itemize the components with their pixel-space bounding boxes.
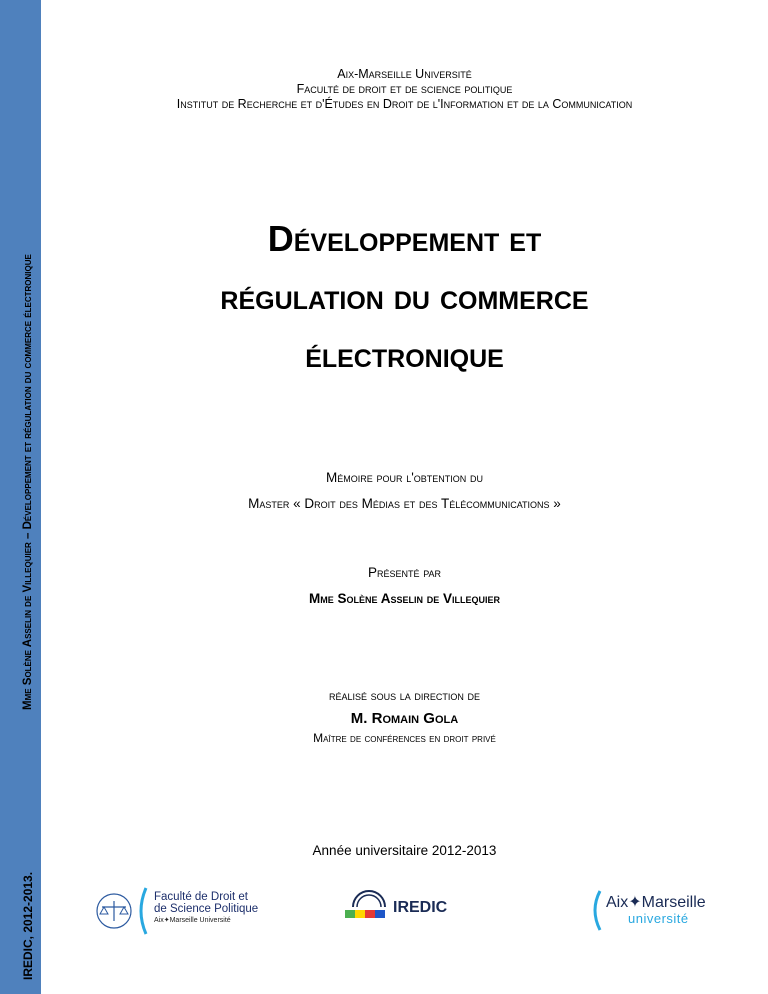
side-spine: [0, 0, 41, 994]
title-line-2: régulation du commerce: [220, 276, 589, 317]
faculty-logo-text: [154, 891, 258, 915]
supervisor-rank: Maître de conférences en droit privé: [313, 731, 496, 745]
faculty-logo-line-3: Aix✦Marseille Université: [154, 917, 231, 924]
amu-logo: [588, 888, 708, 933]
title-line-1: Développement et: [267, 218, 542, 259]
presented-by-label: Présenté par: [367, 565, 442, 580]
supervision-label: réalisé sous la direction de: [329, 688, 480, 703]
faculty-logo-line-2: de Science Politique: [154, 903, 259, 915]
university-name: Aix-Marseille Université: [337, 67, 472, 81]
title-line-3: électronique: [305, 334, 504, 375]
purpose-line: Mémoire pour l'obtention du: [325, 470, 484, 485]
iredic-emblem-icon: [343, 885, 393, 935]
institute-name: Institut de Recherche et d'Études en Droit de l'Information et de la Communication: [176, 97, 633, 111]
thesis-title: [41, 210, 768, 384]
spine-author-title: Mme Solène Asselin de Villequier – Développement et régulation du commerce électronique: [22, 254, 34, 710]
iredic-logo-text: IREDIC: [393, 899, 448, 916]
academic-year: Année universitaire 2012-2013: [312, 843, 497, 858]
thesis-purpose: [41, 465, 768, 517]
amu-logo-line-1: Aix✦Marseille: [606, 894, 706, 911]
spine-institute-year: IREDIC, 2012-2013.: [21, 871, 35, 980]
faculty-name: Faculté de droit et de science politique: [296, 82, 513, 96]
faculty-logo-line-1: Faculté de Droit et: [154, 891, 248, 903]
faculty-logo: [92, 883, 262, 938]
presenter-block: [41, 560, 768, 612]
amu-bracket-icon: [588, 888, 604, 933]
institution-header: [41, 67, 768, 112]
supervision-block: [41, 684, 768, 746]
scales-icon: [92, 883, 152, 938]
master-line: Master « Droit des Médias et des Télécommunications »: [248, 496, 561, 511]
author-name: Mme Solène Asselin de Villequier: [308, 591, 501, 606]
amu-logo-line-2: université: [628, 911, 689, 926]
supervisor-name: M. Romain Gola: [350, 710, 459, 727]
iredic-logo: [343, 885, 453, 935]
